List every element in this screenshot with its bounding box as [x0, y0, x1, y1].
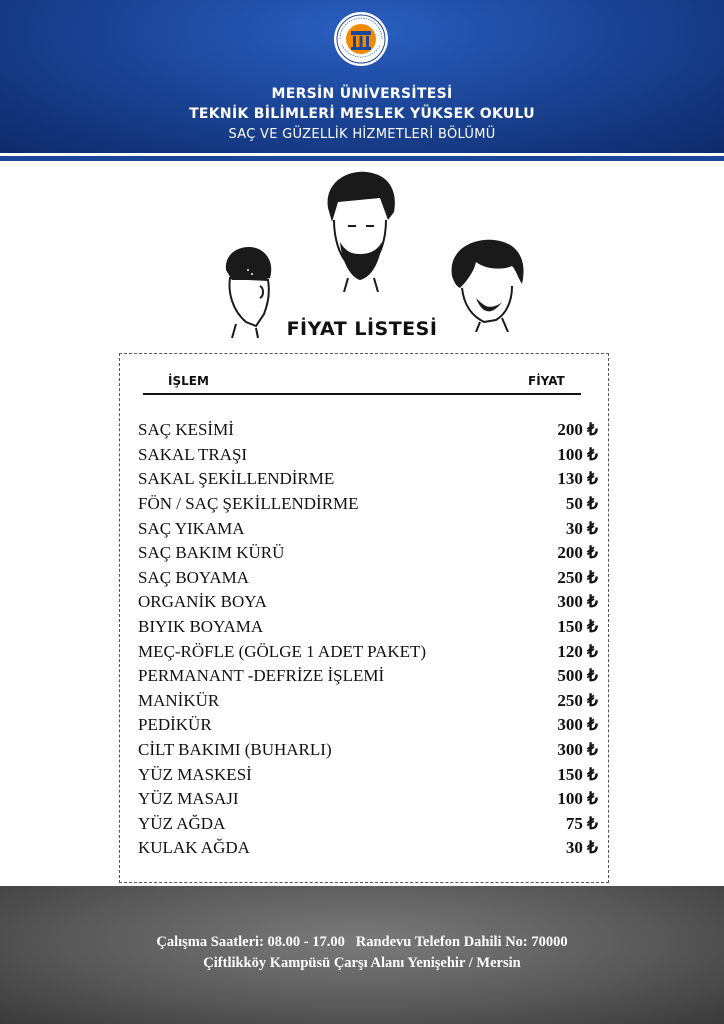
- service-price: 250 ₺: [557, 690, 598, 710]
- price-row: [138, 516, 598, 541]
- department-name: SAÇ VE GÜZELLİK HİZMETLERİ BÖLÜMÜ: [228, 127, 496, 142]
- service-name: SAÇ YIKAMA: [138, 518, 245, 538]
- price-row: [138, 615, 598, 640]
- service-name: CİLT BAKIMI (BUHARLI): [138, 740, 332, 760]
- column-header-service: İŞLEM: [168, 374, 209, 388]
- working-hours-text: Çalışma Saatleri: 08.00 - 17.00 Randevu Telefon Dahili No: 70000: [156, 934, 568, 950]
- price-row: [138, 787, 598, 812]
- university-name: MERSİN ÜNİVERSİTESİ: [271, 86, 453, 102]
- service-price: 300 ₺: [557, 740, 598, 760]
- price-row: [138, 762, 598, 787]
- price-row: [138, 590, 598, 615]
- service-price: 30 ₺: [565, 838, 598, 858]
- service-name: YÜZ MASKESİ: [138, 764, 252, 784]
- price-row: [138, 664, 598, 689]
- price-row: [138, 639, 598, 664]
- service-name: MEÇ-RÖFLE (GÖLGE 1 ADET PAKET): [138, 641, 427, 661]
- service-name: YÜZ MASAJI: [138, 789, 239, 809]
- man-beard-front-icon: [318, 168, 402, 292]
- price-row: [138, 492, 598, 517]
- service-price: 30 ₺: [565, 518, 598, 538]
- service-name: SAÇ BAKIM KÜRÜ: [138, 543, 285, 563]
- service-name: BIYIK BOYAMA: [138, 617, 264, 637]
- service-price: 200 ₺: [557, 543, 598, 563]
- service-price: 300 ₺: [557, 715, 598, 735]
- price-row: [138, 689, 598, 714]
- price-row: [138, 566, 598, 591]
- service-price: 75 ₺: [565, 813, 598, 833]
- service-name: SAÇ BOYAMA: [138, 567, 249, 587]
- service-price: 150 ₺: [557, 617, 598, 637]
- service-name: SAKAL TRAŞI: [138, 444, 248, 464]
- price-row: [138, 836, 598, 861]
- service-price: 250 ₺: [557, 567, 598, 587]
- header-underline: [143, 393, 581, 395]
- price-row: [138, 467, 598, 492]
- column-header-price: FİYAT: [528, 374, 565, 388]
- school-name: TEKNİK BİLİMLERİ MESLEK YÜKSEK OKULU: [189, 106, 535, 122]
- service-name: PERMANANT -DEFRİZE İŞLEMİ: [138, 666, 385, 686]
- price-row: [138, 738, 598, 763]
- price-row: [138, 713, 598, 738]
- service-price: 200 ₺: [557, 420, 598, 440]
- service-price: 500 ₺: [557, 666, 598, 686]
- price-list: [138, 418, 598, 861]
- service-name: YÜZ AĞDA: [138, 813, 226, 833]
- header-banner: [0, 0, 724, 153]
- service-name: SAÇ KESİMİ: [138, 420, 234, 440]
- service-price: 300 ₺: [557, 592, 598, 612]
- university-logo-icon: [333, 11, 389, 67]
- header-divider-blue: [0, 156, 724, 161]
- service-price: 130 ₺: [557, 469, 598, 489]
- service-name: KULAK AĞDA: [138, 838, 250, 858]
- service-name: PEDİKÜR: [138, 715, 212, 735]
- price-row: [138, 812, 598, 837]
- service-price: 100 ₺: [557, 444, 598, 464]
- service-name: FÖN / SAÇ ŞEKİLLENDİRME: [138, 494, 359, 514]
- address-text: Çiftlikköy Kampüsü Çarşı Alanı Yenişehir / Mersin: [203, 955, 521, 971]
- price-list-title: FİYAT LİSTESİ: [286, 318, 438, 340]
- service-price: 120 ₺: [557, 641, 598, 661]
- price-row: [138, 418, 598, 443]
- service-price: 100 ₺: [557, 789, 598, 809]
- service-name: SAKAL ŞEKİLLENDİRME: [138, 469, 335, 489]
- price-row: [138, 443, 598, 468]
- service-price: 150 ₺: [557, 764, 598, 784]
- price-row: [138, 541, 598, 566]
- service-name: MANİKÜR: [138, 690, 220, 710]
- service-price: 50 ₺: [565, 494, 598, 514]
- service-name: ORGANİK BOYA: [138, 592, 267, 612]
